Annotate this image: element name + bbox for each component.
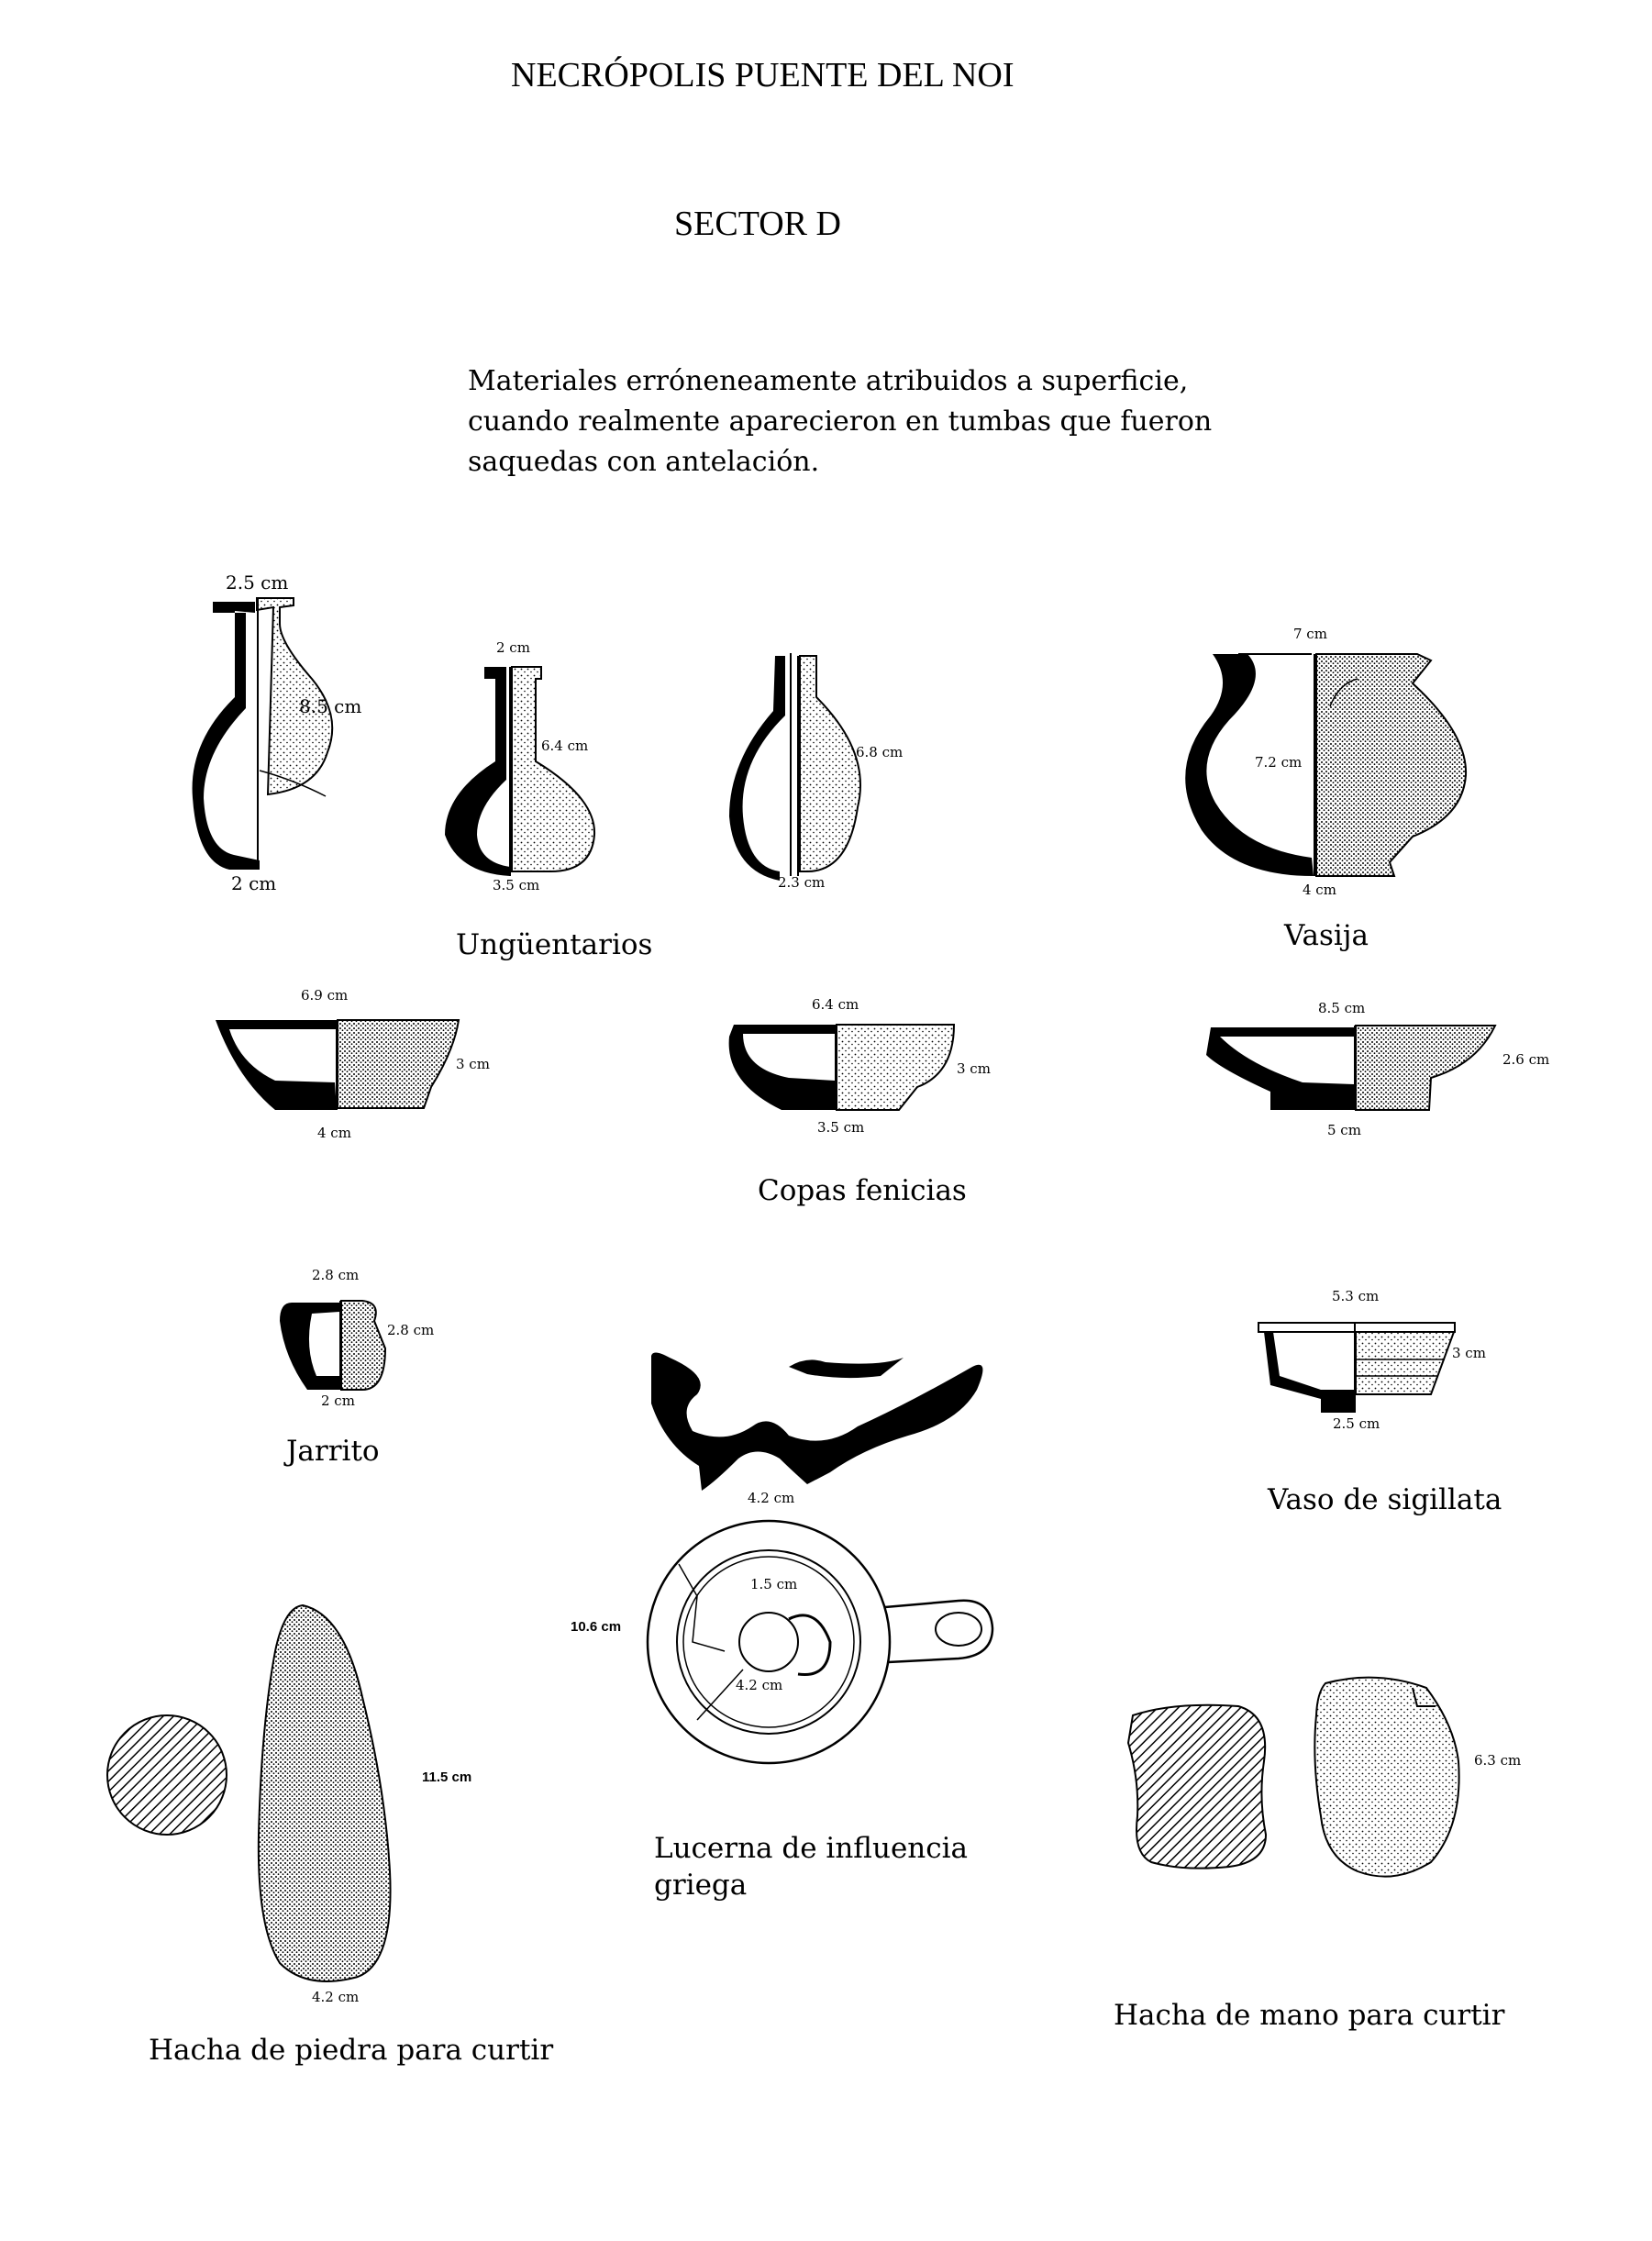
caption-jarrito: Jarrito xyxy=(286,1435,380,1468)
copa1-base-dim: 4 cm xyxy=(317,1125,351,1141)
jarrito-drawing xyxy=(280,1301,385,1390)
copa2-height-dim: 3 cm xyxy=(957,1060,991,1077)
ung1-base-dim: 2 cm xyxy=(231,872,277,894)
caption-copas-fenicias: Copas fenicias xyxy=(758,1174,967,1207)
caption-lucerna-line-1: Lucerna de influencia xyxy=(654,1832,969,1865)
ung1-top-dim: 2.5 cm xyxy=(226,571,289,594)
lucerna-width-dim: 4.2 cm xyxy=(748,1490,795,1506)
ung2-base-dim: 3.5 cm xyxy=(493,877,540,893)
caption-unguentarios: Ungüentarios xyxy=(456,928,653,961)
vasija-drawing xyxy=(1185,654,1466,876)
ung3-base-dim: 2.3 cm xyxy=(778,874,826,891)
copa-2-drawing xyxy=(729,1025,954,1110)
ung2-height-dim: 6.4 cm xyxy=(541,738,589,754)
ung3-height-dim: 6.8 cm xyxy=(856,744,904,760)
hacha-piedra-width-dim: 4.2 cm xyxy=(312,1989,360,2005)
ung1-height-dim: 8.5 cm xyxy=(299,695,362,717)
vasija-height-dim: 7.2 cm xyxy=(1255,754,1303,771)
caption-vaso-sigillata: Vaso de sigillata xyxy=(1268,1483,1502,1516)
lucerna-diameter-dim: 10.6 cm xyxy=(571,1619,622,1635)
hacha-piedra-drawing xyxy=(107,1605,391,1981)
caption-lucerna-line-2: griega xyxy=(654,1869,748,1902)
intro-line-1: Materiales erróneneamente atribuidos a superficie, xyxy=(468,365,1189,397)
vaso-height-dim: 3 cm xyxy=(1452,1345,1486,1361)
vaso-top-dim: 5.3 cm xyxy=(1332,1288,1380,1304)
copa1-top-dim: 6.9 cm xyxy=(301,987,349,1004)
unguentario-3-drawing xyxy=(729,653,860,881)
vaso-base-dim: 2.5 cm xyxy=(1333,1415,1380,1432)
copa2-top-dim: 6.4 cm xyxy=(812,996,859,1013)
copa1-height-dim: 3 cm xyxy=(456,1056,490,1072)
copa3-top-dim: 8.5 cm xyxy=(1318,1000,1366,1016)
unguentario-1-drawing xyxy=(193,598,333,870)
jarrito-base-dim: 2 cm xyxy=(321,1392,355,1409)
unguentario-2-drawing xyxy=(445,667,594,876)
intro-paragraph xyxy=(468,361,1293,483)
intro-line-2: cuando realmente aparecieron en tumbas que fueron xyxy=(468,405,1213,438)
hacha-mano-height-dim: 6.3 cm xyxy=(1474,1752,1522,1769)
lucerna-inner-dim: 1.5 cm xyxy=(750,1576,798,1592)
copa-1-drawing xyxy=(216,1020,459,1110)
intro-line-3: saquedas con antelación. xyxy=(468,446,820,478)
caption-vasija: Vasija xyxy=(1284,919,1369,952)
vasija-top-dim: 7 cm xyxy=(1293,626,1327,642)
caption-hacha-mano: Hacha de mano para curtir xyxy=(1114,1999,1505,2032)
page-title: NECRÓPOLIS PUENTE DEL NOI xyxy=(511,56,1014,94)
copa2-base-dim: 3.5 cm xyxy=(817,1119,865,1136)
copa3-base-dim: 5 cm xyxy=(1327,1122,1361,1138)
hacha-piedra-height-dim: 11.5 cm xyxy=(422,1770,472,1785)
lucerna-profile-drawing xyxy=(651,1352,982,1491)
copa-3-drawing xyxy=(1206,1026,1495,1110)
vaso-sigillata-drawing xyxy=(1258,1323,1455,1413)
hacha-mano-drawing xyxy=(1128,1678,1459,1877)
copa3-height-dim: 2.6 cm xyxy=(1502,1051,1550,1068)
jarrito-height-dim: 2.8 cm xyxy=(387,1322,435,1338)
sector-title: SECTOR D xyxy=(674,205,841,243)
caption-hacha-piedra: Hacha de piedra para curtir xyxy=(149,2034,554,2067)
lucerna-top-drawing xyxy=(648,1521,992,1763)
ung2-top-dim: 2 cm xyxy=(496,639,530,656)
lucerna-disc-dim: 4.2 cm xyxy=(736,1677,783,1693)
jarrito-top-dim: 2.8 cm xyxy=(312,1267,360,1283)
vasija-base-dim: 4 cm xyxy=(1303,882,1336,898)
